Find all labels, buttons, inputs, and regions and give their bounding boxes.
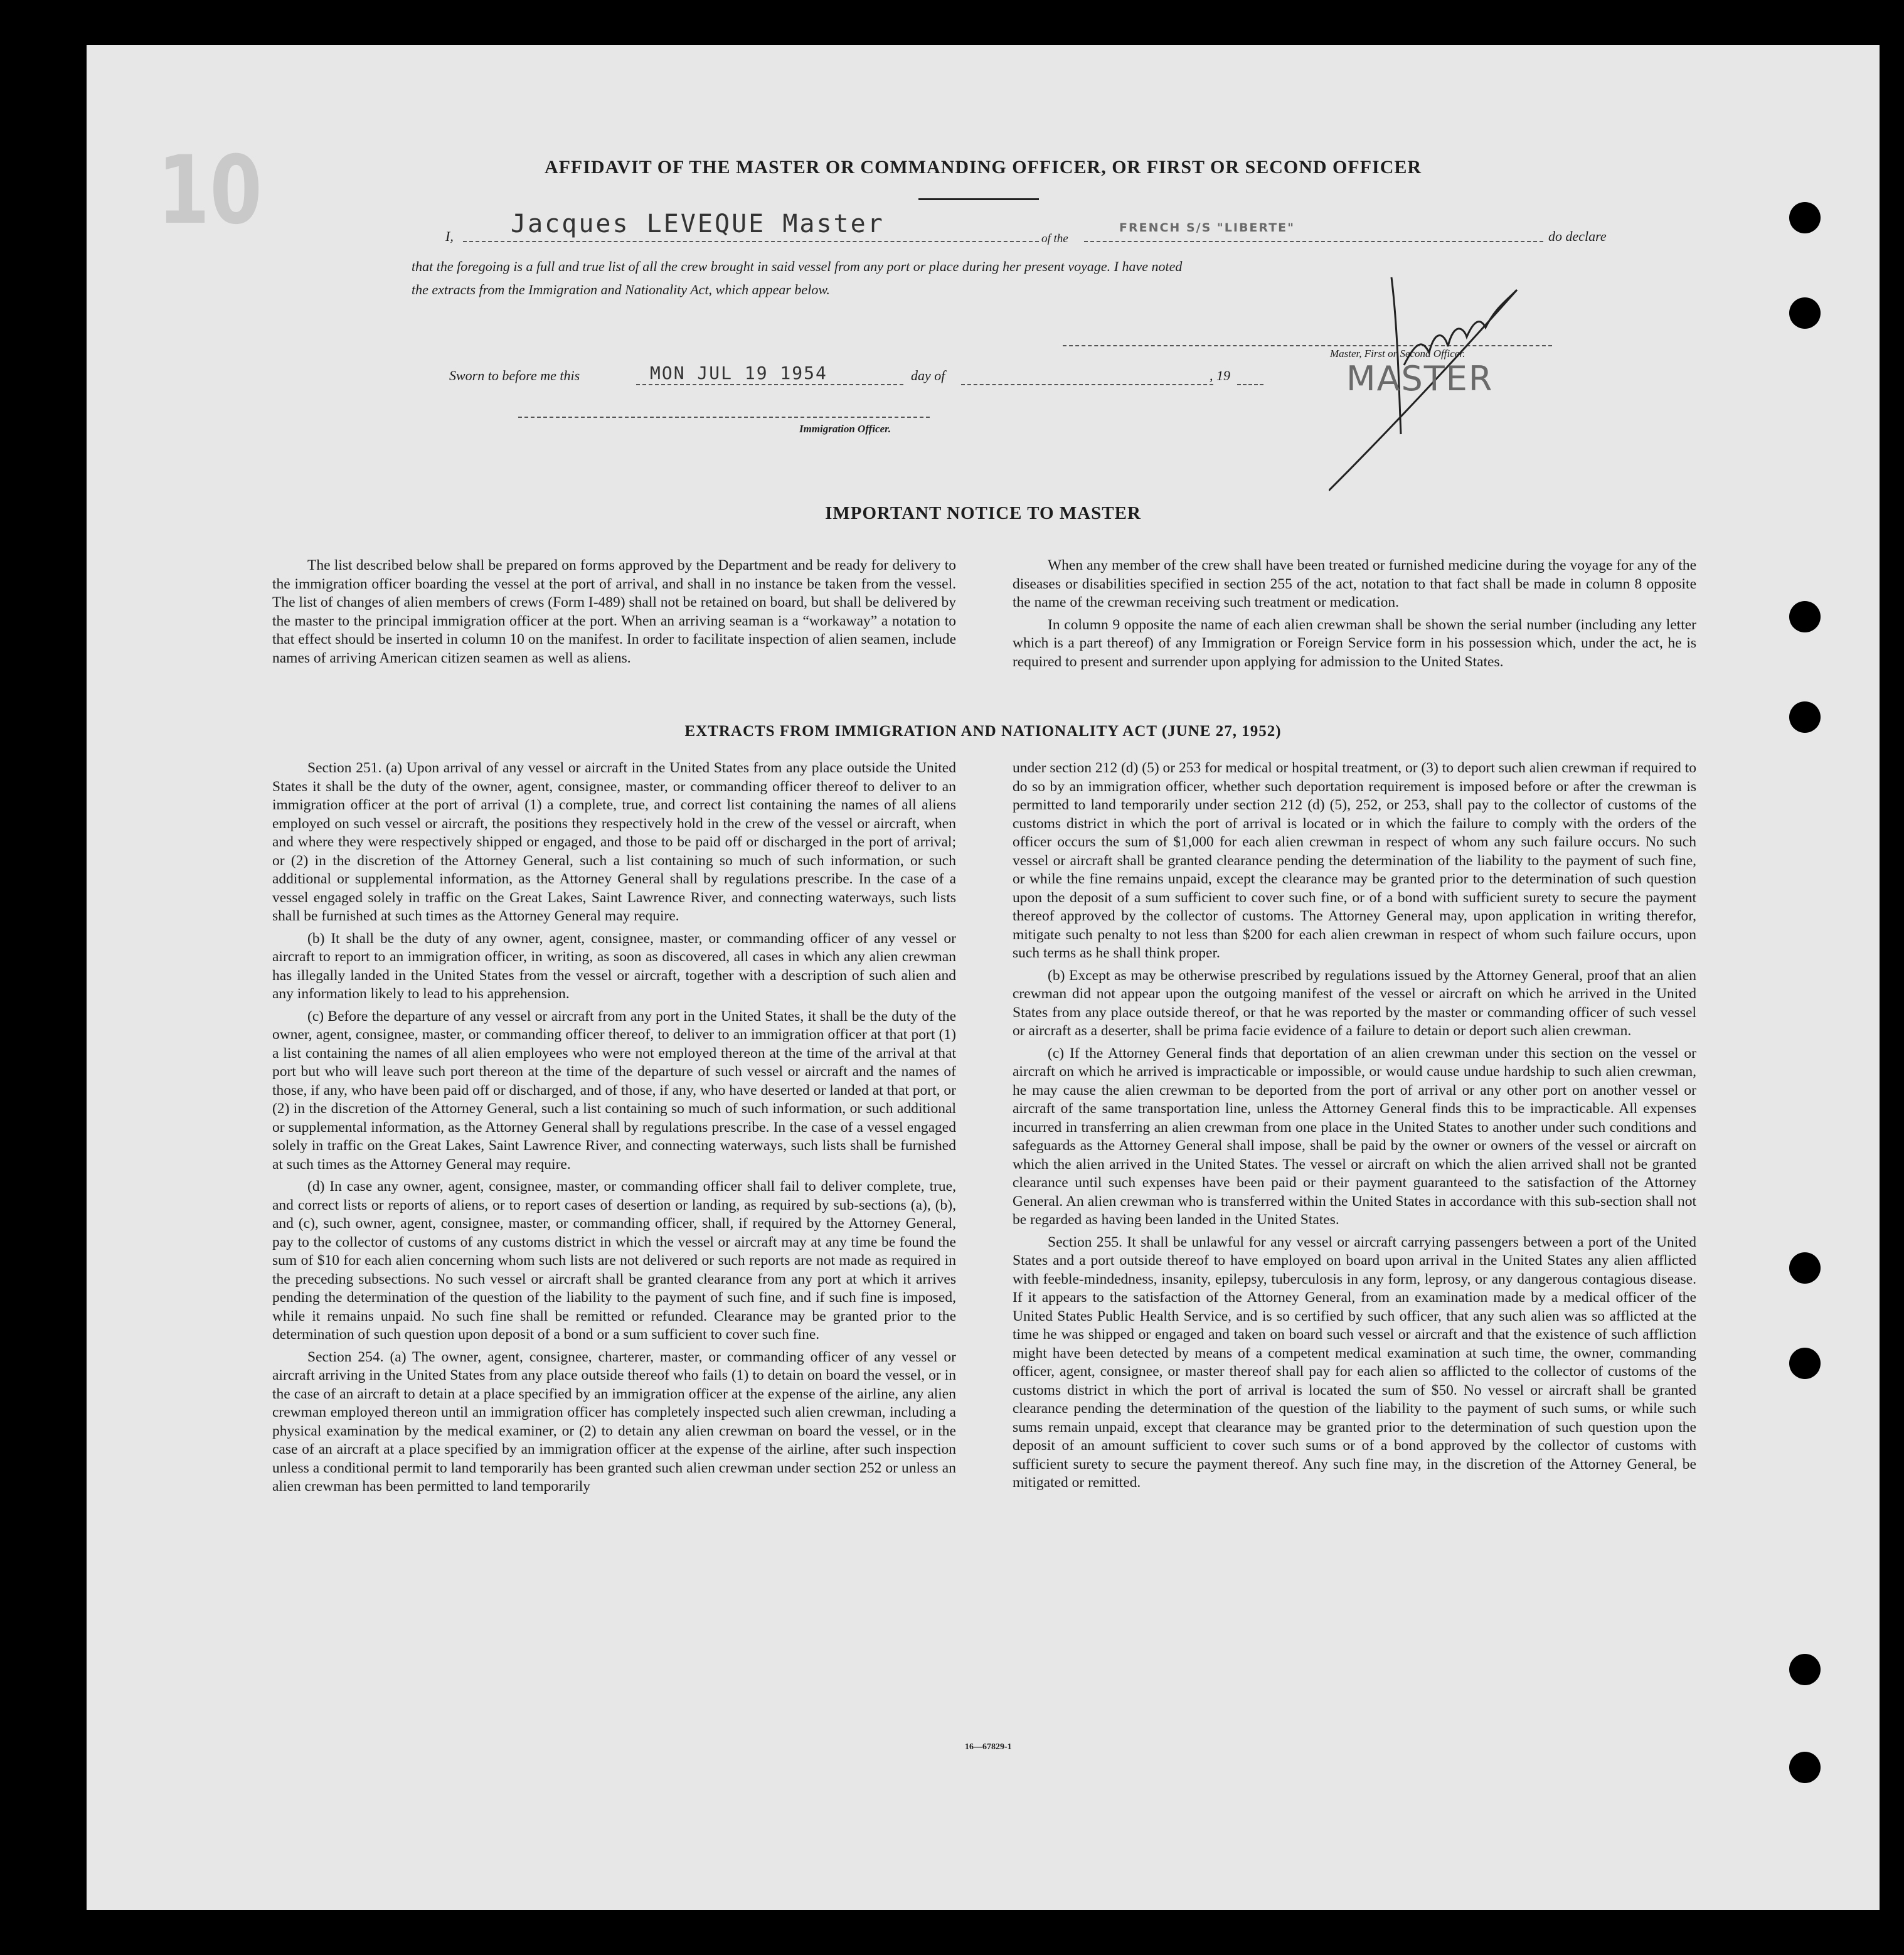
- document-page: [87, 45, 1880, 1910]
- i-label: I,: [445, 228, 454, 244]
- section-254a-continued: under section 212 (d) (5) or 253 for medical or hospital treatment, or (3) to deport such alien crewman if required to do so by an immigration officer, whether such deportation requirement is imposed before or after the crewman is permitted to land temporarily under section 212 (d) (5), 252, or 253, shall pay to the collector of customs of the customs district in which the port of arrival is located or in which the failure to comply with the orders of the officer occurs the sum of $1,000 for each alien crewman in respect of whom any such failure occurs. No such vessel or aircraft shall be granted clearance pending the determination of the liability to the payment of such fine, or while the fine remains unpaid, except the clearance may be granted prior to the determination of such question upon the deposit of a sum sufficient to cover such fine, or of a bond with sufficient surety to secure the payment thereof approved by the collector of customs. The Attorney General may, upon application in writing therefor, mitigate such penalty to not less than $200 for each alien crewman in respect of whom such failure occurs, upon such terms as he shall think proper.: [1013, 760, 1696, 961]
- print-code: 16—67829-1: [965, 1742, 1012, 1752]
- notice-left-text: The list described below shall be prepared on forms approved by the Department and be ready for delivery to the immigration officer boarding the vessel at the port of arrival, and shall in no instance be taken from the vessel. The list of changes of alien members of crews (Form I-489) shall not be retained on board, but shall be delivered by the master to the principal immigration officer at the port. When an arriving seaman is a “workaway” a notation to that effect should be inserted in column 10 on the manifest. In order to facilitate inspection of alien seamen, include names of arriving American citizen seamen as well as aliens.: [272, 557, 956, 666]
- punch-hole: [1789, 1654, 1821, 1685]
- punch-hole: [1789, 701, 1821, 733]
- affidavit-title: AFFIDAVIT OF THE MASTER OR COMMANDING OFFICER, OR FIRST OR SECOND OFFICER: [544, 157, 1422, 178]
- punch-hole: [1789, 1348, 1821, 1379]
- section-251c: (c) Before the departure of any vessel or aircraft from any port in the United States, it shall be the duty of the owner, agent, consignee, master, or commanding officer thereof, to deliver to an immigration officer at that port (1) a list containing the names of all alien employees who were not employed thereon at the time of the arrival at that port but who will leave such port thereon at the time of the departure of such vessel or aircraft and the names of those, if any, who have been paid off or discharged, and of those, if any, who have deserted or landed at that port, or (2) in the discretion of the Attorney General, such a list containing so much of such information, or such additional or supplemental information, as the Attorney General shall by regulations prescribe. In the case of a vessel engaged solely in traffic on the Great Lakes, Saint Lawrence River, and connecting waterways, such lists shall be furnished at such times as the Attorney General may require.: [272, 1008, 956, 1173]
- day-of-label: day of: [911, 368, 945, 383]
- master-name-line: [463, 241, 1039, 242]
- extracts-title: EXTRACTS FROM IMMIGRATION AND NATIONALITY ACT (JUNE 27, 1952): [684, 723, 1282, 740]
- section-251a: Section 251. (a) Upon arrival of any vessel or aircraft in the United States from any place outside the United States it shall be the duty of the owner, agent, consignee, master, or commanding officer thereof to deliver to an immigration officer at the port of arrival (1) a complete, true, and correct list containing the names of all aliens employed on such vessel or aircraft, the positions they respectively hold in the crew of the vessel or aircraft, when and where they were respectively shipped or engaged, and those to be paid off or discharged in the port of arrival; or (2) in the discretion of the Attorney General, such a list containing so much of such information, or such additional or supplemental information, as the Attorney General shall by regulations prescribe. In the case of a vessel engaged solely in traffic on the Great Lakes, Saint Lawrence River, and connecting waterways, such lists shall be furnished at such times as the Attorney General may require.: [272, 760, 956, 924]
- immigration-officer-label: Immigration Officer.: [799, 423, 891, 435]
- section-254a: Section 254. (a) The owner, agent, consignee, charterer, master, or commanding officer of any vessel or aircraft arriving in the United States from any place outside thereof who fails (1) to detain on board the vessel, or in the case of an aircraft to detain at a place specified by an immigration officer at the expense of the airline, any alien crewman employed thereon until an immigration officer has completely inspected such alien crewman, including a physical examination by the medical examiner, or (2) to detain any alien crewman on board the vessel, or in the case of an aircraft at a place specified by an immigration officer at the expense of the airline, after such inspection unless a conditional permit to land temporarily has been granted such alien crewman under section 252 or unless an alien crewman has been permitted to land temporarily: [272, 1348, 956, 1494]
- title-rule: [918, 198, 1039, 200]
- punch-hole: [1789, 297, 1821, 329]
- vessel-name-value: FRENCH S/S "LIBERTE": [1119, 221, 1295, 235]
- section-254b: (b) Except as may be otherwise prescribed by regulations issued by the Attorney General, proof that an alien crewman did not appear upon the outgoing manifest of the vessel or aircraft on which he arrived in the United States from any place outside thereof, or that he was reported by the master or commanding officer of such vessel or aircraft as a deserter, shall be prima facie evidence of a failure to detain or deport such alien crewman.: [1013, 967, 1696, 1039]
- sworn-date-line: [636, 384, 903, 385]
- sworn-date-value: MON JUL 19 1954: [650, 363, 827, 383]
- punch-hole: [1789, 1752, 1821, 1783]
- sworn-label: Sworn to before me this: [449, 368, 580, 383]
- punch-hole: [1789, 202, 1821, 233]
- notice-right-text-2: In column 9 opposite the name of each alien crewman shall be shown the serial number (including any letter which is a part thereof) of any Immigration or Foreign Service form in his possession which, under the act, he is required to present and surrender upon applying for admission to the United States.: [1013, 616, 1696, 670]
- bleed-through-number: 10: [157, 136, 262, 245]
- notice-title: IMPORTANT NOTICE TO MASTER: [825, 503, 1141, 523]
- of-the-label: of the: [1041, 232, 1068, 245]
- master-stamp: MASTER: [1346, 359, 1494, 398]
- section-254c: (c) If the Attorney General finds that deportation of an alien crewman under this section on the vessel or aircraft on which he arrived is impracticable or impossible, or would cause undue hardship to such alien crewman, he may cause the alien crewman to be deported from the port of arrival or any other port on another vessel or aircraft of the same transportation line, unless the Attorney General finds this to be impracticable. All expenses incurred in transferring an alien crewman from one place in the United States to another under such conditions and safeguards as the Attorney General shall impose, shall be paid by the owner or owners of the vessel or aircraft on which the alien arrived in the United States. The vessel or aircraft on which the alien arrived shall not be granted clearance until such expenses have been paid or their payment guaranteed to the satisfaction of the Attorney General. An alien crewman who is transferred within the United States in accordance with this sub-section shall not be regarded as having been landed in the United States.: [1013, 1045, 1696, 1228]
- punch-hole: [1789, 601, 1821, 632]
- extracts-right-column: [1013, 759, 1696, 1496]
- master-name-value: Jacques LEVEQUE Master: [511, 210, 885, 238]
- section-251b: (b) It shall be the duty of any owner, agent, consignee, master, or commanding officer of any vessel or aircraft to report to an immigration officer, in writing, as soon as discovered, all cases in which any alien crewman has illegally landed in the United States from the vessel or aircraft, together with a description of such alien and any information likely to lead to his apprehension.: [272, 930, 956, 1002]
- notice-right-column: [1013, 557, 1696, 675]
- affidavit-body-line1: that the foregoing is a full and true list of all the crew brought in said vessel from any port or place during her present voyage. I have noted: [412, 258, 1183, 274]
- day-of-line: [961, 384, 1213, 385]
- extracts-left-column: [272, 759, 956, 1500]
- punch-hole: [1789, 1252, 1821, 1284]
- affidavit-body-line2: the extracts from the Immigration and Nationality Act, which appear below.: [412, 282, 830, 297]
- notice-right-text-1: When any member of the crew shall have been treated or furnished medicine during the voyage for any of the diseases or disabilities specified in section 255 of the act, notation to that fact shall be made in column 8 opposite the name of the crewman receiving such treatment or medication.: [1013, 557, 1696, 610]
- section-251d: (d) In case any owner, agent, consignee, master, or commanding officer shall fail to deliver complete, true, and correct lists or reports of aliens, or to report cases of desertion or landing, as required by sub-sections (a), (b), and (c), such owner, agent, consignee, master, or commanding officer, shall, if required by the Attorney General, pay to the collector of customs of any customs district in which the vessel or aircraft may at any time be found the sum of $10 for each alien concerning whom such lists are not delivered or such reports are not made as required in the preceding subsections. No such vessel or aircraft shall be granted clearance from any port at which it arrives pending the determination of the question of the liability to the payment of such fine, and if such fine is imposed, while it remains unpaid. No such fine shall be remitted or refunded. Clearance may be granted prior to the determination of such question upon deposit of a bond or a sum sufficient to cover such fine.: [272, 1178, 956, 1343]
- year-label: , 19: [1210, 368, 1230, 383]
- vessel-name-line: [1084, 241, 1543, 242]
- year-line: [1237, 384, 1263, 385]
- notice-left-column: [272, 557, 956, 671]
- section-255: Section 255. It shall be unlawful for any vessel or aircraft carrying passengers between a port of the United States and a port outside thereof to have employed on board upon arrival in the United States any alien afflicted with feeble-mindedness, insanity, epilepsy, tuberculosis in any form, leprosy, or any dangerous contagious disease. If it appears to the satisfaction of the Attorney General, from an examination made by a medical officer of the United States Public Health Service, and is so certified by such officer, that any such alien was so afflicted at the time he was shipped or engaged and taken on board such vessel or aircraft and that the existence of such affliction might have been detected by means of a competent medical examination at such time, the owner, commanding officer, agent, consignee, or master thereof shall pay for each alien so afflicted to the collector of customs of the customs district in which the port of arrival is located the sum of $50. No vessel or aircraft shall be granted clearance pending the determination of the question of the liability to the payment of such sums, or while such sums remain unpaid, except that clearance may be granted prior to the determination of such question upon the deposit of an amount sufficient to cover such sums or of a bond approved by the collector of customs with sufficient surety to secure the payment thereof. Any such fine may, in the discretion of the Attorney General, be mitigated or remitted.: [1013, 1233, 1696, 1491]
- do-declare-label: do declare: [1548, 228, 1607, 244]
- immigration-officer-line: [518, 417, 930, 418]
- signature-caption: Master, First or Second Officer.: [1330, 348, 1465, 360]
